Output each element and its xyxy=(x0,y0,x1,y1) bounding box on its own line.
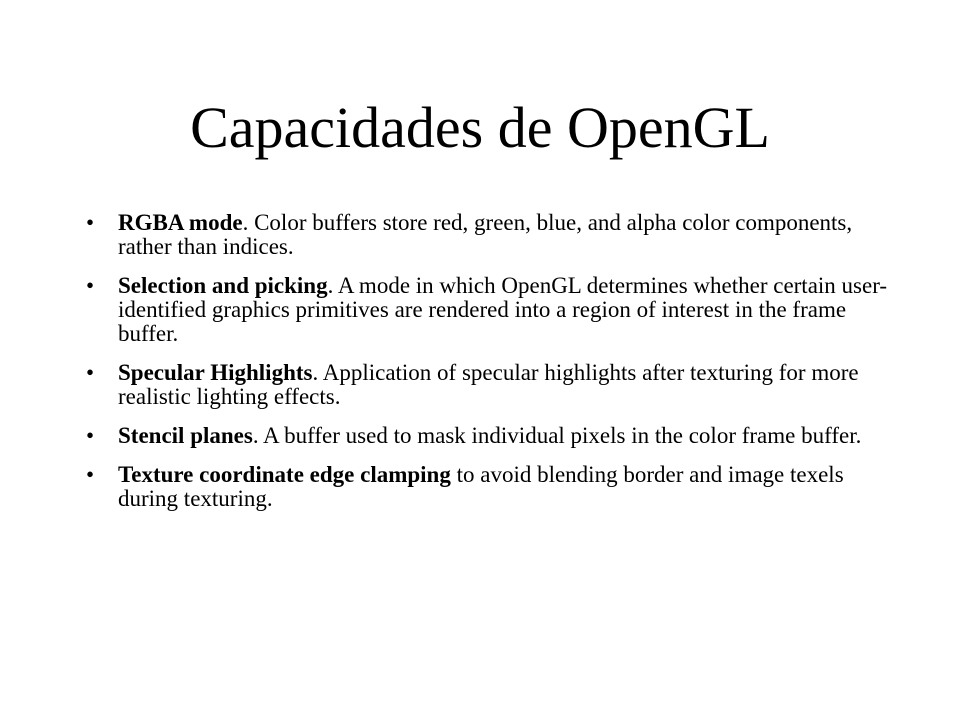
bullet-icon: • xyxy=(86,423,95,448)
bullet-description: . A buffer used to mask individual pixels in the color frame buffer. xyxy=(252,423,862,448)
bullet-description: . A mode in which OpenGL determines whether certain user-identified graphics primitives are rendered into a region of interest in the frame buffer. xyxy=(118,273,888,346)
bullet-icon: • xyxy=(86,273,95,298)
slide-title: Capacidades de OpenGL xyxy=(190,95,770,160)
bullet-description: . Application of specular highlights after texturing for more realistic lighting effects. xyxy=(118,360,859,409)
bullet-icon: • xyxy=(86,210,95,235)
bullet-term: RGBA mode xyxy=(118,210,243,235)
bullet-term: Texture coordinate edge clamping xyxy=(118,462,451,487)
bullet-term: Selection and picking xyxy=(118,273,328,298)
bullet-list xyxy=(86,211,906,526)
bullet-item-specular-highlights xyxy=(86,361,906,409)
bullet-icon: • xyxy=(86,360,95,385)
bullet-item-stencil-planes xyxy=(86,424,906,448)
bullet-term: Stencil planes xyxy=(118,423,253,448)
bullet-icon: • xyxy=(86,462,95,487)
bullet-item-texture-clamping xyxy=(86,463,906,511)
bullet-term: Specular Highlights xyxy=(118,360,313,385)
bullet-description: to avoid blending border and image texels during texturing. xyxy=(118,462,844,511)
bullet-description: . Color buffers store red, green, blue, and alpha color components, rather than indices. xyxy=(118,210,853,259)
bullet-item-rgba-mode xyxy=(86,211,906,259)
bullet-item-selection-picking xyxy=(86,274,906,346)
